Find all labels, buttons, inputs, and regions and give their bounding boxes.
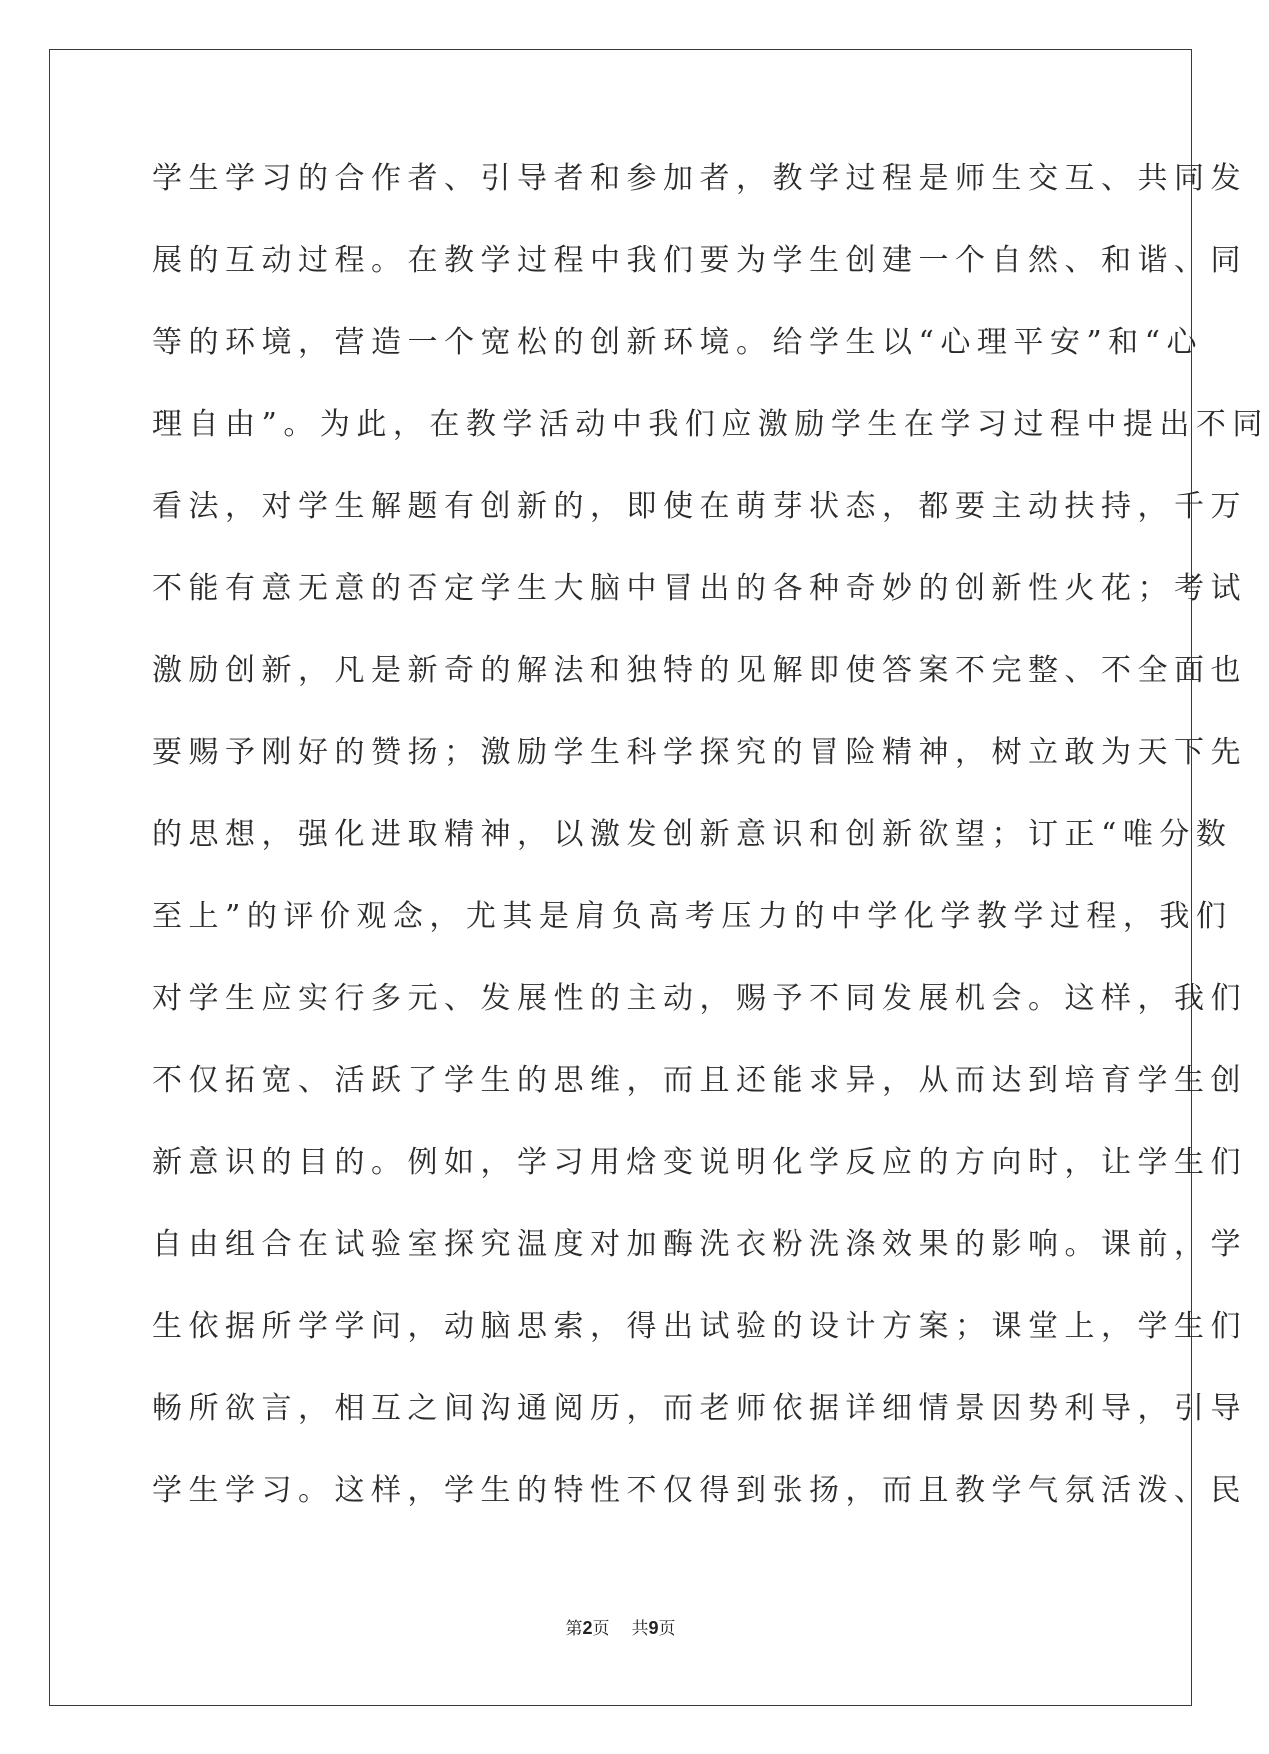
page-current-number: 2 [582, 1618, 593, 1638]
text-line-6: 不能有意无意的否定学生大脑中冒出的各种奇妙的创新性火花；考试 [152, 571, 1247, 606]
text-line-1: 学生学习的合作者、引导者和参加者，教学过程是师生交互、共同发 [152, 161, 1247, 196]
text-line-3: 等的环境，营造一个宽松的创新环境。给学生以“心理平安”和“心 [152, 325, 1204, 360]
text-line-13: 新意识的目的。例如，学习用焓变说明化学反应的方向时，让学生们 [152, 1145, 1247, 1180]
text-line-15: 生依据所学学问，动脑思索，得出试验的设计方案；课堂上，学生们 [152, 1309, 1247, 1344]
text-line-7: 激励创新，凡是新奇的解法和独特的见解即使答案不完整、不全面也 [152, 653, 1247, 688]
text-line-11: 对学生应实行多元、发展性的主动，赐予不同发展机会。这样，我们 [152, 981, 1247, 1016]
page-footer [0, 1614, 1241, 1639]
total-suffix: 页 [658, 1619, 676, 1639]
text-line-4: 理自由”。为此，在教学活动中我们应激励学生在学习过程中提出不同 [152, 407, 1269, 442]
text-line-2: 展的互动过程。在教学过程中我们要为学生创建一个自然、和谐、同 [152, 243, 1247, 278]
text-line-17: 学生学习。这样，学生的特性不仅得到张扬，而且教学气氛活泼、民 [152, 1473, 1247, 1508]
text-line-8: 要赐予刚好的赞扬；激励学生科学探究的冒险精神，树立敢为天下先 [152, 735, 1247, 770]
text-line-14: 自由组合在试验室探究温度对加酶洗衣粉洗涤效果的影响。课前，学 [152, 1227, 1247, 1262]
text-line-12: 不仅拓宽、活跃了学生的思维，而且还能求异，从而达到培育学生创 [152, 1063, 1247, 1098]
total-prefix: 共 [631, 1619, 649, 1639]
text-line-5: 看法，对学生解题有创新的，即使在萌芽状态，都要主动扶持，千万 [152, 489, 1247, 524]
page-total-number: 9 [648, 1618, 659, 1638]
body-text [152, 158, 1269, 1552]
text-line-9: 的思想，强化进取精神，以激发创新意识和创新欲望；订正“唯分数 [152, 817, 1233, 852]
text-line-10: 至上”的评价观念，尤其是肩负高考压力的中学化学教学过程，我们 [152, 899, 1233, 934]
page-suffix: 页 [592, 1619, 610, 1639]
text-line-16: 畅所欲言，相互之间沟通阅历，而老师依据详细情景因势利导，引导 [152, 1391, 1247, 1426]
page-prefix: 第 [565, 1619, 583, 1639]
